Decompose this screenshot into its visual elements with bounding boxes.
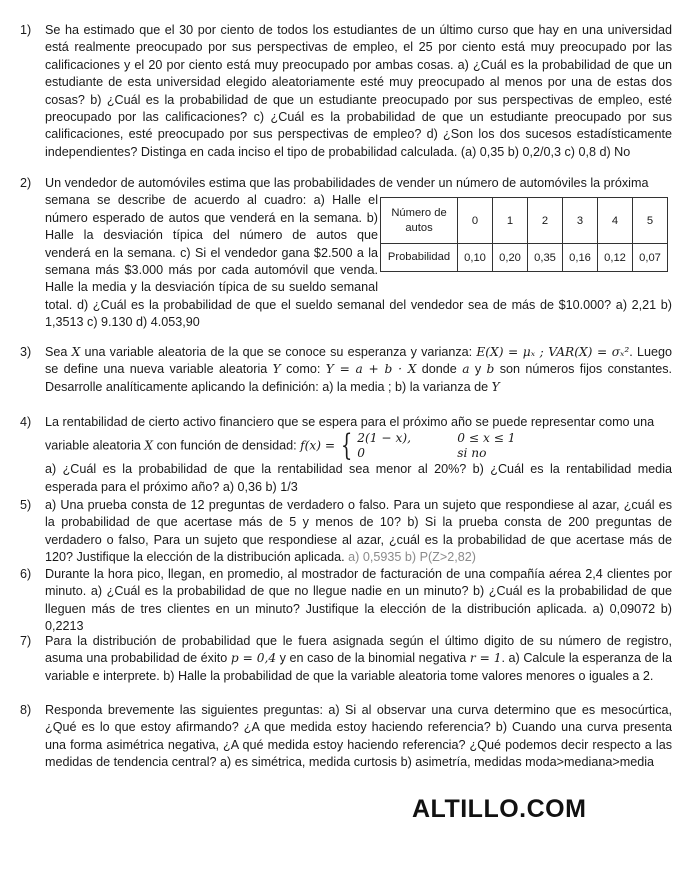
text-run: a) Una prueba consta de 12 preguntas de verdadero o falso. Para un sujeto que respondiese al azar, ¿cuál es la probabilidad de que acertase más de 5 y menos de 10? b) Si la prueba consta de 200 preguntas de verdadero o falso, Para un sujeto que respondiese al azar, ¿cuál es la probabilidad de que acertase más de 120? Justifique la elección de la distribución aplicada. — [45, 498, 672, 565]
question-line: a) ¿Cuál es la probabilidad de que la rentabilidad sea menor al 20%? b) ¿Cuál es la rentabilidad media esperada para el próximo año? a) 0,36 b) 1/3 — [45, 462, 672, 494]
question-number: 1) — [20, 23, 32, 37]
density-function-label: f(x) = — [300, 438, 336, 453]
text-run: son números fijos constantes. Desarrolle analíticamente aplicando la definición: a) la media ; b) la varianza de — [45, 362, 672, 394]
text-run: con función de densidad: — [153, 438, 301, 453]
math-expression: X — [71, 345, 81, 359]
question-number: 4) — [20, 415, 32, 429]
wrapped-line: semana más $3.000 más por cada automóvil que venda. — [45, 263, 378, 278]
text-run: . Luego se define una nueva variable aleatoria — [45, 345, 672, 377]
table-cell: 0,07 — [633, 244, 668, 272]
math-expression: X — [144, 438, 154, 453]
case-condition: 0 ≤ x ≤ 1 — [457, 431, 516, 446]
question-text: Responda brevemente las siguientes preguntas: a) Si al observar una curva determino que es mesocúrtica, ¿Qué es lo que estoy afirmando? ¿A que medida estoy haciendo referencia? b) Cuando una curva presenta una forma asimétrica negativa, ¿A qué medida estoy haciendo referencia? ¿Qué podemos decir respecto a las medidas de tendencia central? a) es simétrica, medida curtosis b) asimetría, medidas moda>mediana>media — [45, 703, 672, 770]
text-run: Sea — [45, 345, 72, 359]
table-cell: 0,35 — [528, 244, 563, 272]
wrapped-line: Halle la media y la desviación típica de su sueldo semanal — [45, 280, 378, 295]
question-4 — [20, 414, 672, 496]
question-number: 3) — [20, 345, 32, 359]
table-cell: 4 — [598, 198, 633, 244]
text-run: . a) Calcule la esperanza de la variable e interprete. b) Halle la probabilidad de que la variable aleatoria tome valores menores o iguales a 2. — [45, 651, 672, 683]
table-header-label: Número de autos — [381, 198, 458, 244]
table-cell: 0,16 — [563, 244, 598, 272]
math-expression: Y = a + b · X — [325, 362, 417, 377]
question-number: 2) — [20, 176, 32, 190]
math-expression: a — [462, 362, 470, 377]
question-line: La rentabilidad de cierto activo financiero que se espera para el próximo año se puede representar como una — [45, 415, 655, 429]
question-number: 7) — [20, 634, 32, 648]
density-line — [45, 428, 672, 464]
table-cell: 0,12 — [598, 244, 633, 272]
wrapped-line: Halle la desviación típica del número de autos que — [45, 228, 378, 243]
question-1 — [20, 22, 672, 161]
answer-text: a) 0,5935 b) P(Z>2,82) — [348, 550, 476, 565]
question-7 — [20, 633, 672, 685]
question-5 — [20, 497, 672, 567]
case-expression: 0 — [357, 446, 365, 461]
text-run: variable aleatoria — [45, 438, 145, 453]
math-expression: Y — [272, 362, 281, 377]
question-6 — [20, 566, 672, 636]
case-expression: 2(1 − x), — [357, 431, 411, 446]
site-logo: ALTILLO.COM — [412, 795, 587, 823]
text-run: Para la distribución de probabilidad que le fuera asignada según el último digito de su número de registro, asuma una probabilidad de éxito — [45, 634, 672, 666]
question-text: Durante la hora pico, llegan, en promedio, al mostrador de facturación de una compañía aérea 2,4 clientes por minuto. a) ¿Cuál es la probabilidad de que no llegue nadie en un minuto? b) ¿Cuál es la probabilidad de que lleguen más de tres clientes en un minuto? Justifique la elección de la distribución aplicada. a) 0,09072 b) 0,2213 — [45, 567, 672, 634]
question-number: 6) — [20, 567, 32, 581]
wrapped-line: semana se describe de acuerdo al cuadro: a) Halle el — [45, 193, 378, 208]
math-expression: Y — [491, 379, 500, 394]
wrapped-line: número esperado de autos que venderá en la semana. b) — [45, 210, 378, 225]
table-cell: 2 — [528, 198, 563, 244]
text-run: donde — [416, 362, 463, 377]
question-number: 8) — [20, 703, 32, 717]
probability-table — [380, 197, 668, 272]
question-text — [45, 414, 672, 496]
wrapped-line: venderá en la semana. c) Si el vendedor gana $2.500 a la — [45, 245, 378, 260]
math-expression: r = 1 — [469, 651, 502, 666]
question-3 — [20, 344, 672, 396]
table-cell: 0,10 — [458, 244, 493, 272]
case-condition: si no — [457, 446, 487, 461]
question-text — [45, 497, 672, 567]
question-line: Un vendedor de automóviles estima que las probabilidades de vender un número de automóviles la próxima — [45, 176, 649, 190]
question-text — [45, 633, 672, 685]
text-run: como: — [280, 362, 326, 377]
question-text — [45, 344, 672, 396]
question-number: 5) — [20, 498, 32, 512]
math-expression: b — [486, 362, 495, 377]
brace-icon: { — [340, 428, 352, 464]
text-run: una variable aleatoria de la que se conoce su esperanza y varianza: — [80, 345, 477, 359]
table-cell: 0,20 — [493, 244, 528, 272]
question-8 — [20, 702, 672, 772]
text-run: y — [469, 362, 487, 377]
piecewise-function — [357, 431, 515, 461]
table-row — [381, 244, 668, 272]
math-expression: p = 0,4 — [230, 651, 277, 666]
text-run: y en caso de la binomial negativa — [276, 651, 470, 666]
table-cell: 0 — [458, 198, 493, 244]
table-cell: 5 — [633, 198, 668, 244]
table-row-label: Probabilidad — [381, 244, 458, 272]
table-cell: 3 — [563, 198, 598, 244]
table-row — [381, 198, 668, 244]
question-line: total. d) ¿Cuál es la probabilidad de que el sueldo semanal del vendedor sea de más de $10.000? a) 2,21 b) 1,3513 c) 9.130 d) 4.053,90 — [45, 297, 672, 330]
table-cell: 1 — [493, 198, 528, 244]
math-expression: E(X) = μₓ ; VAR(X) = σₓ² — [476, 345, 630, 359]
wrapped-text — [45, 192, 378, 296]
question-text: Se ha estimado que el 30 por ciento de todos los estudiantes de un último curso que hay en una universidad está realmente preocupado por sus perspectivas de empleo, el 25 por ciento está muy preocupado por las calificaciones y el 20 por ciento está muy preocupado por ambas cosas. a) ¿Cuál es la probabilidad de que un estudiante de esta universidad elegido aleatoriamente esté muy preocupado al menos por una de estas dos cosas? b) ¿Cuál es la probabilidad de que un estudiante preocupado por sus perspectivas de empleo, esté preocupado por las calificaciones? c) ¿Cuál es la probabilidad de que un estudiante preocupado por sus calificaciones, esté preocupado por sus perspectivas de empleo? d) ¿Son los dos sucesos estadísticamente independientes? Distinga en cada inciso el tipo de probabilidad calculada. (a) 0,35 b) 0,2/0,3 c) 0,8 d) No — [45, 23, 672, 159]
